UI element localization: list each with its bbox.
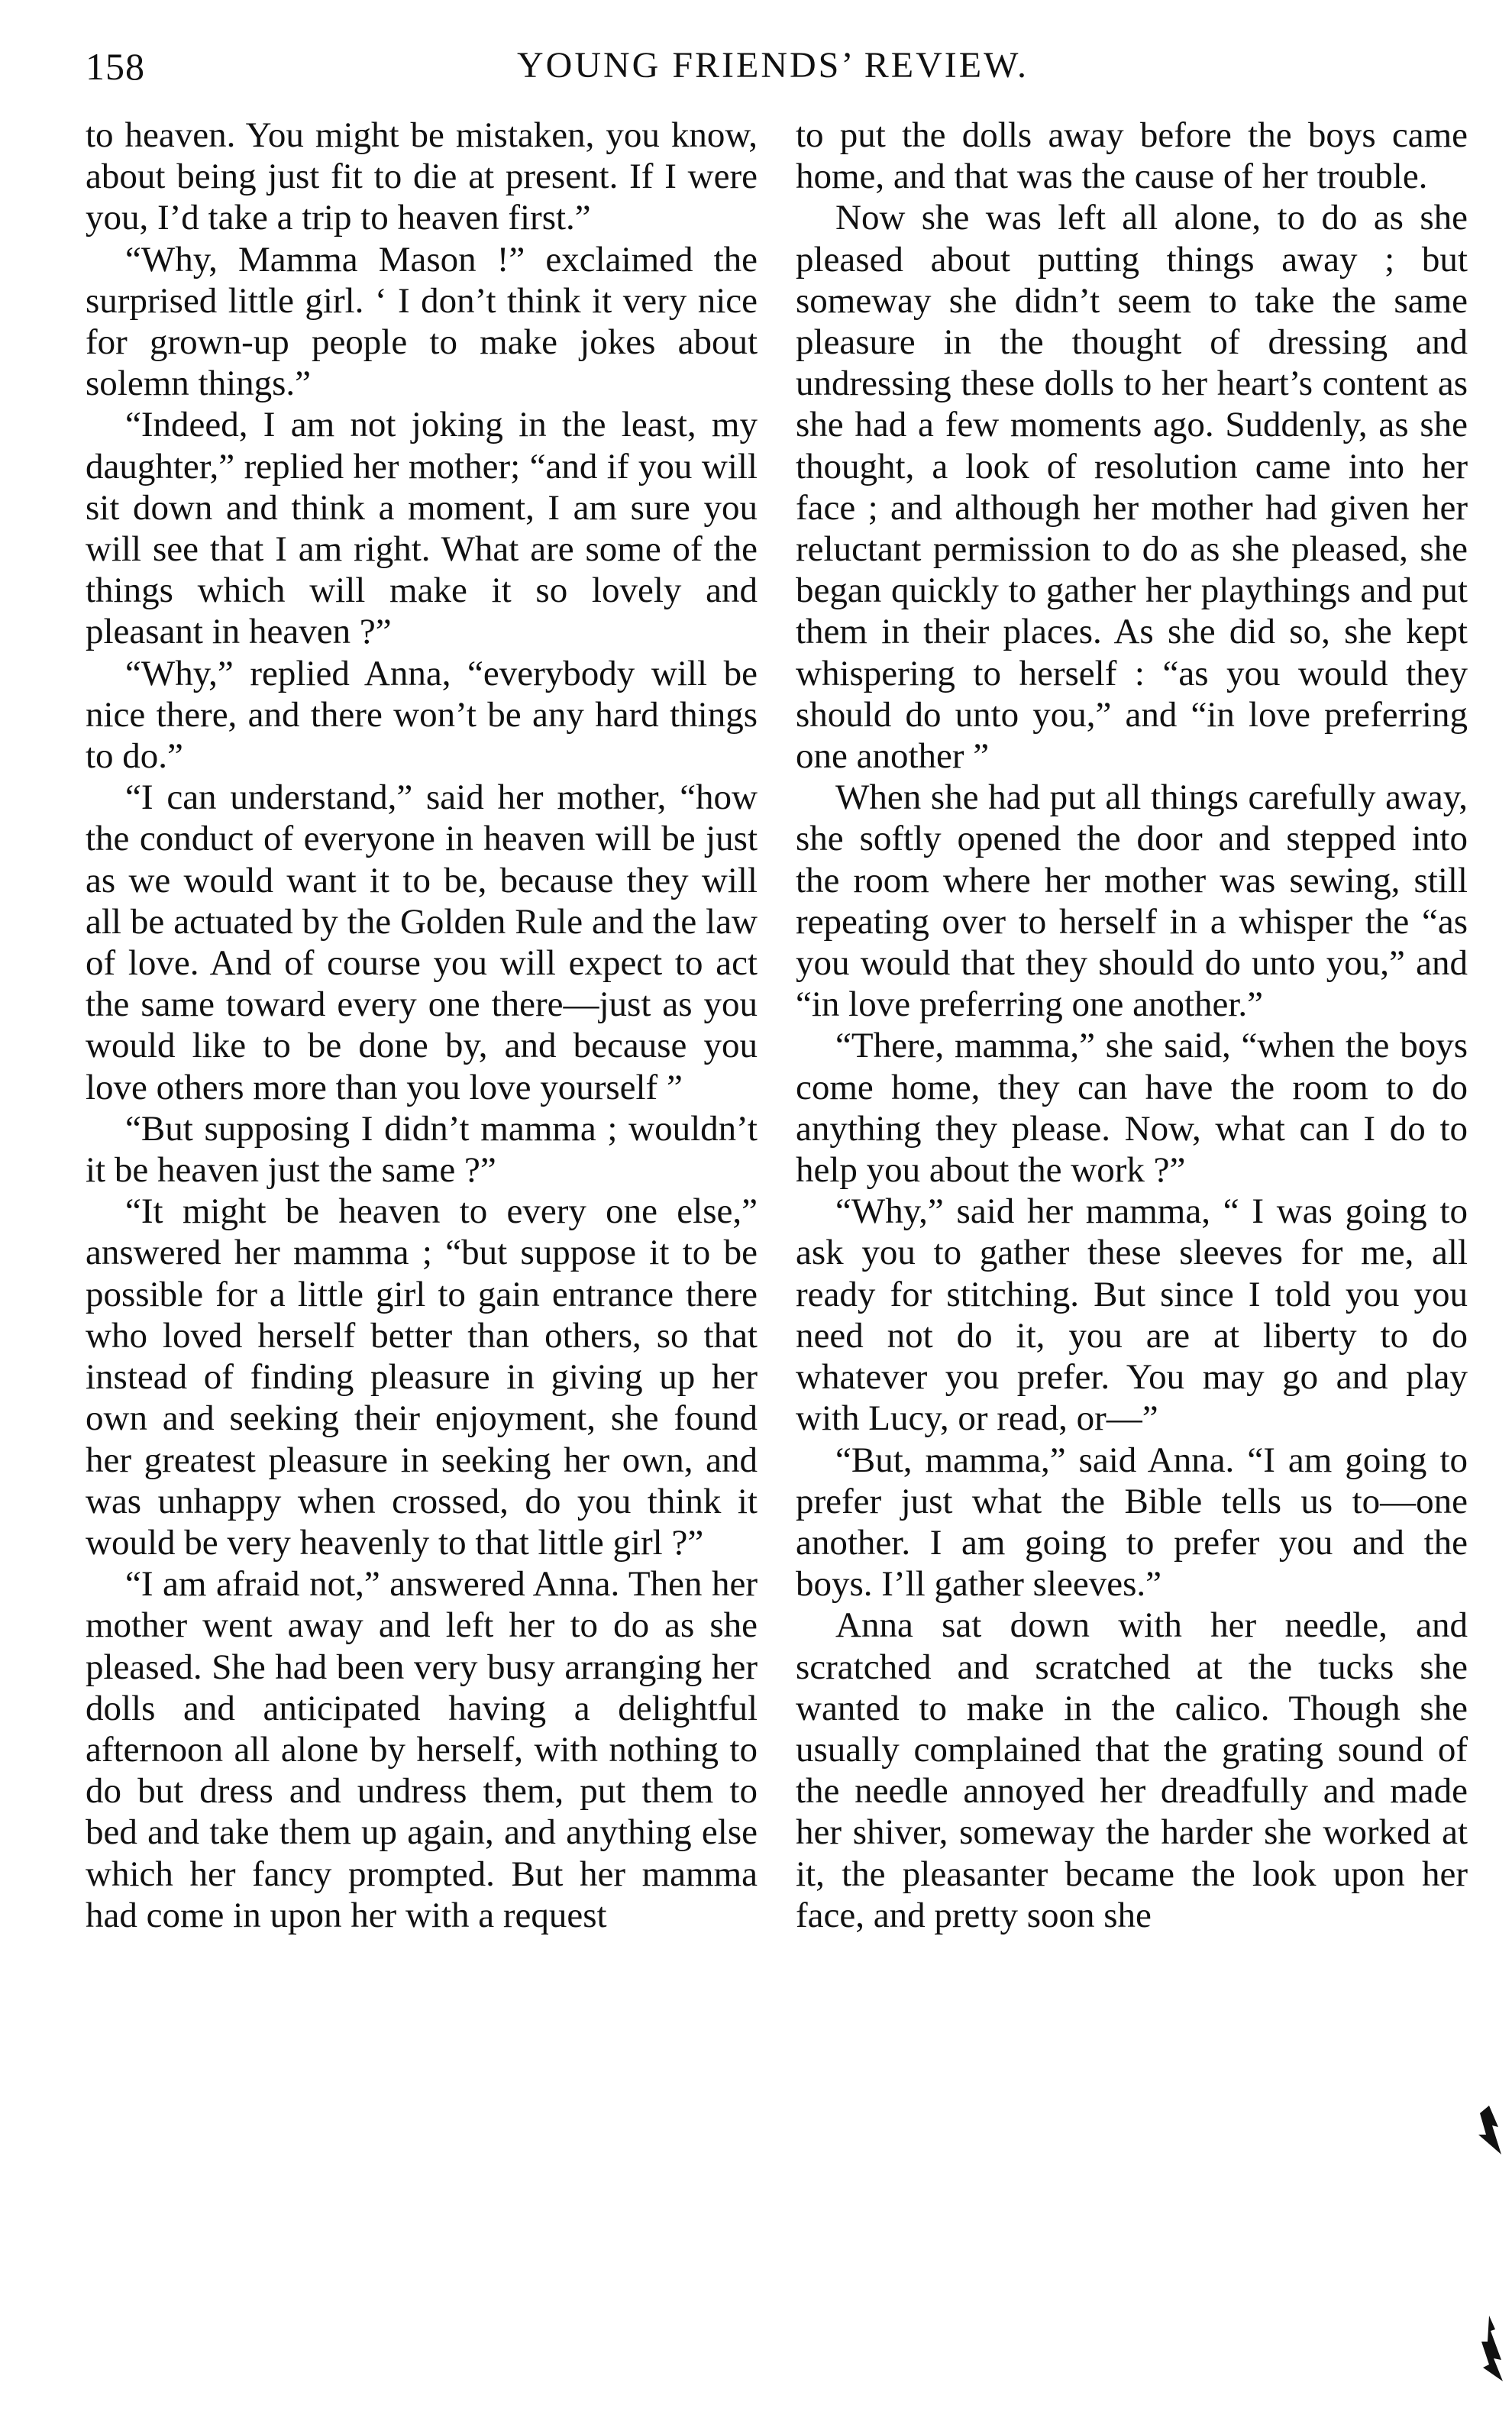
paragraph: “I can understand,” said her mother, “how the conduct of everyone in heaven will be just as we would want it to be, because they will all be actuated by the Golden Rule and the law of love. And of course you will expect to act the same toward every one there—just as you would like to be done by, and because you love others more than you love yourself ”: [86, 777, 758, 1107]
paragraph: to heaven. You might be mistaken, you know, about being just fit to die at present. If I were you, I’d take a trip to heaven first.”: [86, 115, 758, 238]
paragraph: to put the dolls away before the boys came home, and that was the cause of her trouble.: [796, 115, 1468, 197]
page-header: [86, 44, 1460, 98]
running-title: YOUNG FRIENDS’ REVIEW.: [517, 45, 1029, 86]
paragraph: “Why,” said her mamma, “ I was going to ask you to gather these sleeves for me, all ready for stitching. But since I told you you need not do it, you are at liberty to do whatever you prefer. You may go and play with Lucy, or read, or—”: [796, 1191, 1468, 1439]
page-number: 158: [86, 45, 145, 88]
paragraph: “There, mamma,” she said, “when the boys come home, they can have the room to do anything they please. Now, what can I do to help you about the work ?”: [796, 1026, 1468, 1191]
paragraph: “Why,” replied Anna, “everybody will be nice there, and there won’t be any hard things to do.”: [86, 653, 758, 777]
paragraph: “It might be heaven to every one else,” answered her mamma ; “but suppose it to be possible for a little girl to gain entrance there who loved herself better than others, so that instead of finding pleasure in giving up her own and seeking their enjoyment, she found her greatest pleasure in seeking her own, and was unhappy when crossed, do you think it would be very heavenly to that little girl ?”: [86, 1191, 758, 1563]
scan-artifact-icon: [1475, 2104, 1503, 2158]
paragraph: “But, mamma,” said Anna. “I am going to prefer just what the Bible tells us to—one another. I am going to prefer you and the boys. I’ll gather sleeves.”: [796, 1440, 1468, 1605]
paragraph: When she had put all things carefully away, she softly opened the door and stepped into the room where her mother was sewing, still repeating over to herself in a whisper the “as you would that they should do unto you,” and “in love preferring one another.”: [796, 777, 1468, 1025]
paragraph: Now she was left all alone, to do as she pleased about putting things away ; but someway she didn’t seem to take the same pleasure in the thought of dressing and undressing these dolls to her heart’s content as she had a few moments ago. Suddenly, as she thought, a look of resolution came into her face ; and although her mother had given her reluctant permission to do as she pleased, she began quickly to gather her playthings and put them in their places. As she did so, she kept whispering to herself : “as you would they should do unto you,” and “in love preferring one another ”: [796, 198, 1468, 777]
paragraph: “Why, Mamma Mason !” exclaimed the surprised little girl. ‘ I don’t think it very nice for grown-up people to make jokes about solemn things.”: [86, 239, 758, 404]
right-column: [796, 115, 1468, 1936]
paragraph: “But supposing I didn’t mamma ; wouldn’t it be heaven just the same ?”: [86, 1108, 758, 1191]
left-column: [86, 115, 758, 1936]
scan-artifact-icon: [1480, 2314, 1506, 2383]
paragraph: Anna sat down with her needle, and scratched and scratched at the tucks she wanted to make in the calico. Though she usually complained that the grating sound of the needle annoyed her dreadfully and made her shiver, someway the harder she worked at it, the pleasanter became the look upon her face, and pretty soon she: [796, 1605, 1468, 1935]
paragraph: “I am afraid not,” answered Anna. Then her mother went away and left her to do as she pleased. She had been very busy arranging her dolls and anticipated having a delightful afternoon all alone by herself, with nothing to do but dress and undress them, put them to bed and take them up again, and anything else which her fancy prompted. But her mamma had come in upon her with a request: [86, 1564, 758, 1935]
paragraph: “Indeed, I am not joking in the least, my daughter,” replied her mother; “and if you will sit down and think a moment, I am sure you will see that I am right. What are some of the things which will make it so lovely and pleasant in heaven ?”: [86, 405, 758, 652]
